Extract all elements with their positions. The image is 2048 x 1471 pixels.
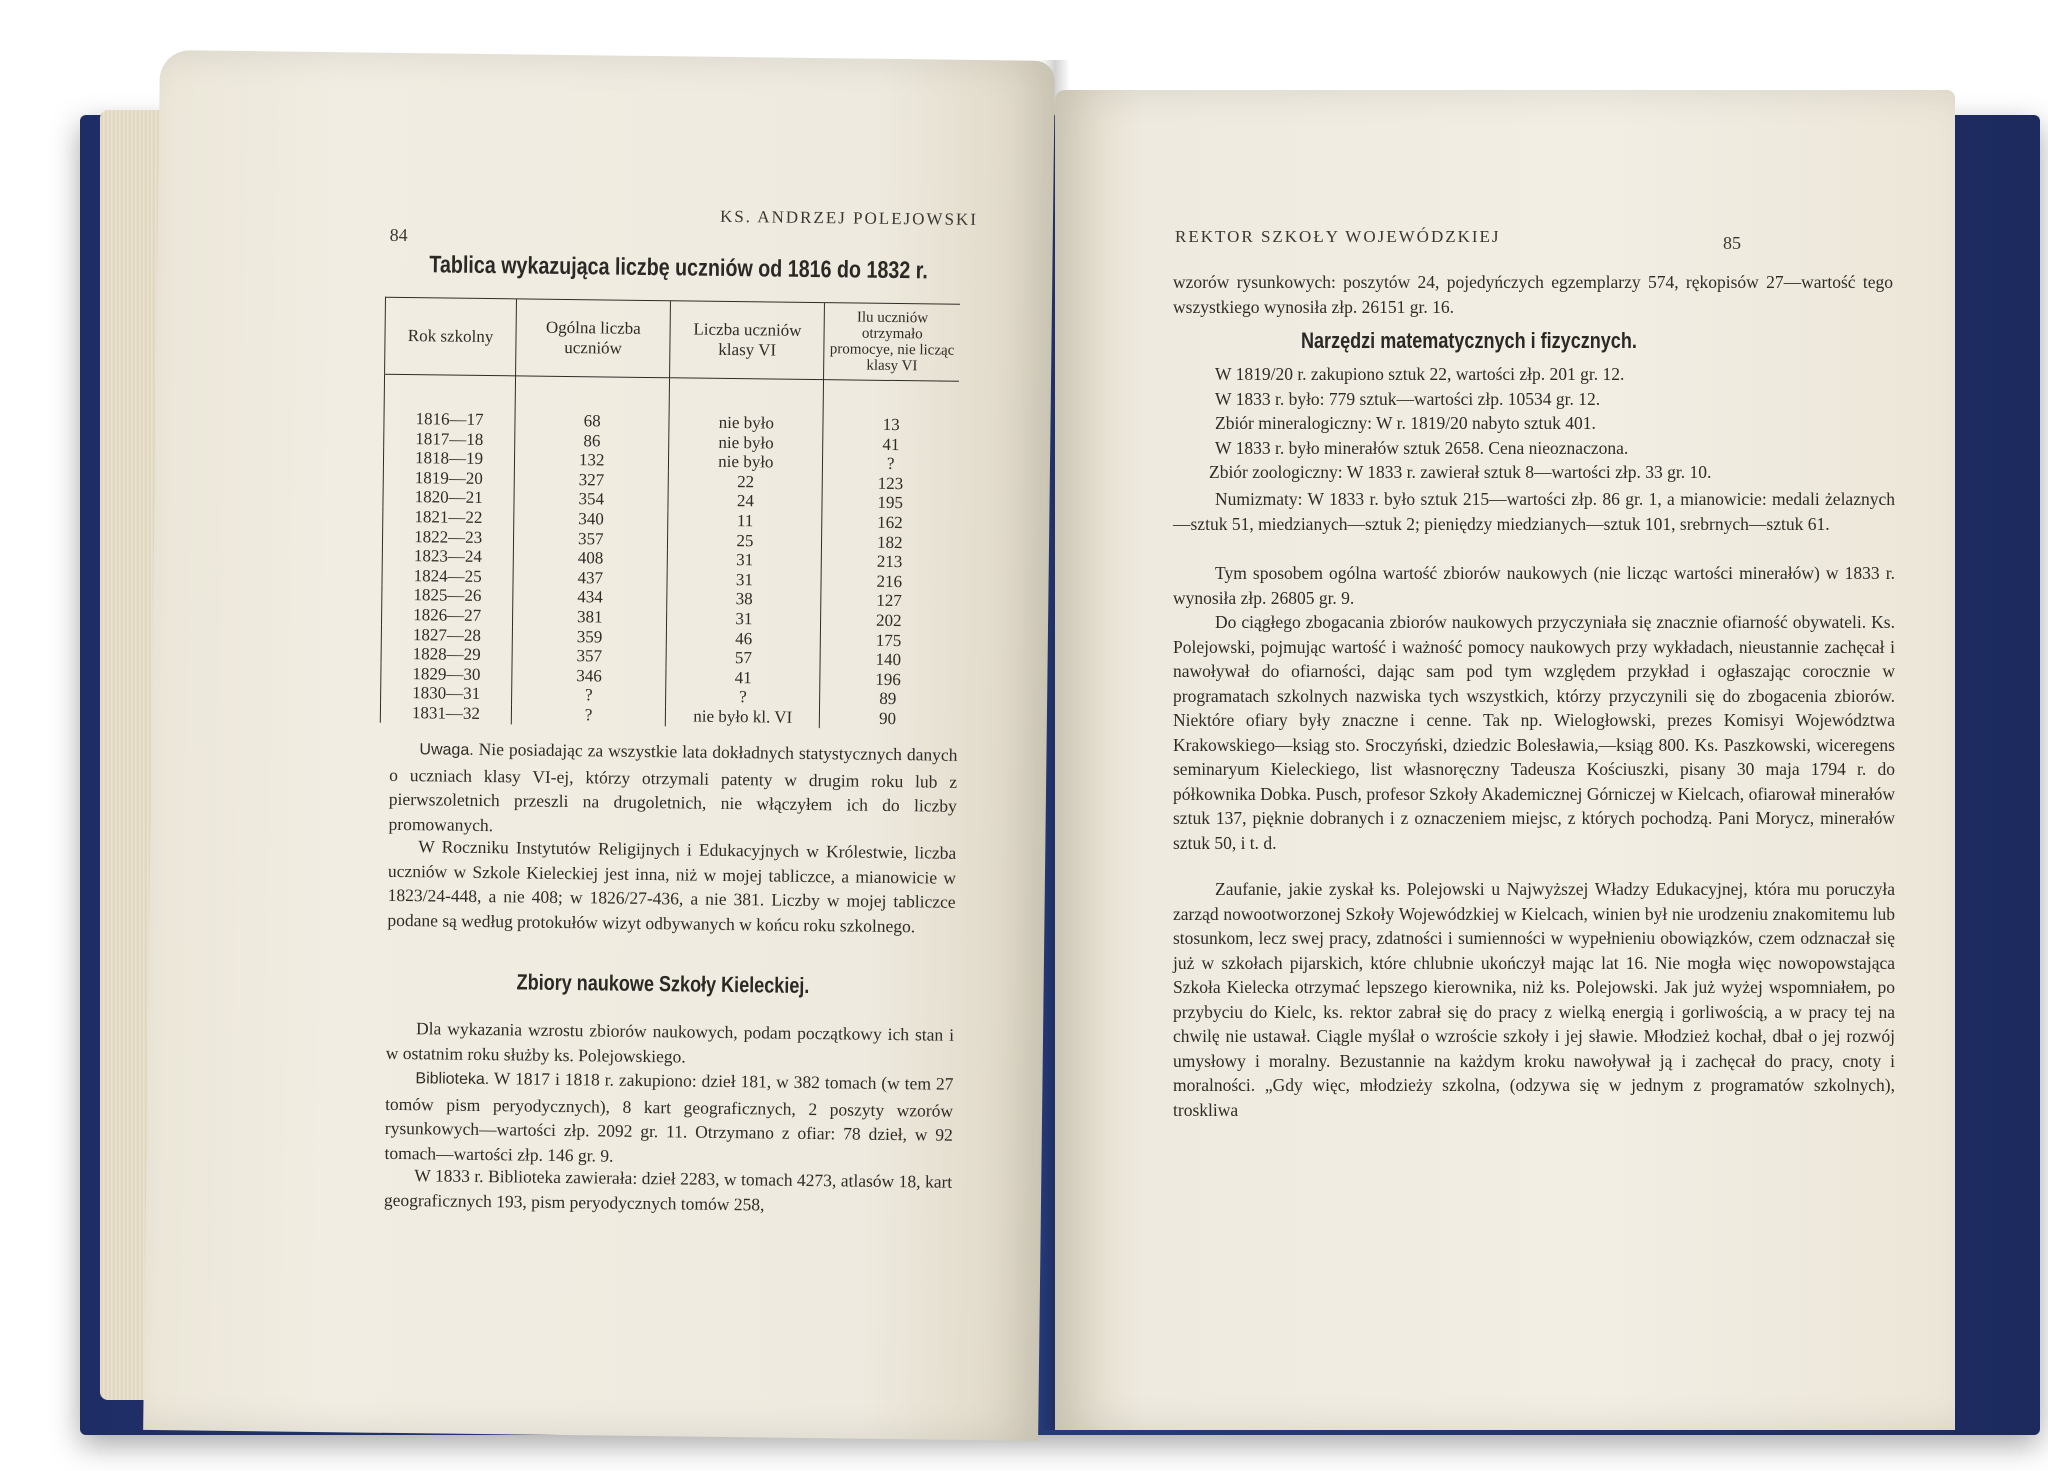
header-promocye: Ilu uczniów otrzymało promocye, nie licząc klasy VI xyxy=(824,303,960,382)
table-cell: 132 xyxy=(515,450,669,471)
table-cell: 1826—27 xyxy=(382,605,513,626)
paragraph-w-1833: W 1833 r. Biblioteka zawierała: dzieł 2283, w tomach 4273, atlasów 18, kart geograficznych 193, pism peryodycznych tomów 258, xyxy=(383,1165,953,1214)
table-cell: nie było xyxy=(669,451,823,472)
table-cell: 1831—32 xyxy=(380,703,511,724)
paragraph-biblioteka xyxy=(384,1065,953,1172)
table-cell: 1825—26 xyxy=(382,585,513,606)
table-cell: 140 xyxy=(875,649,902,670)
header-liczba-klasy-vi: Liczba uczniów klasy VI xyxy=(670,301,825,380)
table-cell: 123 xyxy=(877,473,904,493)
table-cell: 434 xyxy=(513,587,667,608)
table-cell: 202 xyxy=(875,610,902,631)
table-cell: 357 xyxy=(514,528,668,549)
table-cell: 1820—21 xyxy=(383,487,514,508)
table-cell: 175 xyxy=(875,630,902,650)
table-cell: 162 xyxy=(877,512,903,533)
table-cell: 89 xyxy=(879,689,897,709)
table-cell: 1817—18 xyxy=(384,428,515,449)
table-cell: 408 xyxy=(513,548,667,569)
table-cell: 1822—23 xyxy=(382,526,513,547)
collection-line: W 1819/20 r. zakupiono sztuk 22, wartości złp. 201 gr. 12. xyxy=(1215,364,1625,384)
table-cell: 68 xyxy=(515,376,670,432)
student-stats-table xyxy=(380,297,960,729)
paragraph-dla-wykazania: Dla wykazania wzrostu zbiorów naukowych, podam początkowy ich stan i w ostatnim roku służby ks. Polejowskiego. xyxy=(385,1018,955,1066)
table-cell: 24 xyxy=(668,491,822,512)
table-cell: 213 xyxy=(876,551,903,572)
table-cell: nie było xyxy=(669,432,823,453)
right-page xyxy=(1055,90,1955,1430)
section-heading-zbiory: Zbiory naukowe Szkoły Kieleckiej. xyxy=(516,969,810,999)
table-body xyxy=(380,374,959,729)
table-cell: 1830—31 xyxy=(381,683,512,704)
table-cell: 346 xyxy=(512,665,666,686)
collection-line: W 1833 r. było: 779 sztuk—wartości złp. 10534 gr. 12. xyxy=(1215,388,1601,409)
table-cell: 41 xyxy=(666,667,820,688)
table-cell: 359 xyxy=(512,626,666,647)
table-cell: 1819—20 xyxy=(383,468,514,489)
table-cell: nie było xyxy=(669,378,824,434)
table-cell: 90 xyxy=(878,708,897,728)
table-cell: 127 xyxy=(876,591,902,611)
table-cell: 327 xyxy=(514,469,668,490)
paragraph-tym-sposobem: Tym sposobem ogólna wartość zbiorów naukowych (nie licząc wartości minerałów) w 1833 r. wynosiła złp. 26805 gr. 9. xyxy=(1173,563,1895,608)
table-title: Tablica wykazująca liczbę uczniów od 1816 do 1832 r. xyxy=(429,251,928,285)
table-cell: 57 xyxy=(666,647,820,668)
table-cell: 22 xyxy=(668,471,822,492)
section-heading-narzedzi: Narzędzi matematycznych i fizycznych. xyxy=(1301,328,1637,353)
header-ogolna-liczba: Ogólna liczba uczniów xyxy=(516,299,671,378)
left-page xyxy=(143,50,1055,1441)
note-paragraph xyxy=(388,736,957,843)
table-cell: 1824—25 xyxy=(382,566,513,587)
paragraph-zaufanie: Zaufanie, jakie zyskał ks. Polejowski u Najwyższej Władzy Edukacyjnej, która mu poruczyła zarząd nowootworzonej Szkoły Wojewódzkiej w Kielcach, winien był nie urodzeniu znakomitemu lub stosunkom, lecz swej pracy, zdatności i sumienności w wypełnieniu obowiązków, czem odznaczał się już w szkołach pijarskich, które chlubnie ukończył mając lat 16. Nie mogła więc nowopowstająca Szkoła Kielecka otrzymać lepszego kierownika, niż ks. Polejowski. Jak już wyżej wspomniałem, po przybyciu do Kielc, ks. rektor zabrał się do pracy z wielką energią i gorliwością, a w pracy tej na chwilę nie ustawał. Ciągle myślał o wzroście szkoły i jej sławie. Młodzież kochał, dbał o jej rozwój umysłowy i moralny. Bezustannie na każdym kroku nawoływał ją i zachęcał do pracy, cnoty i moralności. „Gdy więc, młodzieży szkolna, (odzywa się w jednym z programatów szkolnych), troskliwa xyxy=(1173,879,1895,1120)
table-cell: 86 xyxy=(515,430,669,451)
paragraph-numizmaty: Numizmaty: W 1833 r. było sztuk 215—wartości złp. 86 gr. 1, a mianowicie: medali żelaznych—sztuk 51, miedzianych—sztuk 2; pieniędzy miedzianych—sztuk 101, srebrnych—sztuk 61. xyxy=(1173,489,1895,534)
note-text: Nie posiadając za wszystkie lata dokładnych statystycznych danych o uczniach klasy VI-ej, którzy otrzymali patenty w drugim roku lub z pierwszoletnich przeszli na drugoletnich, nie włączyłem ich do liczby promowanych. xyxy=(388,738,958,835)
table-cell: 437 xyxy=(513,567,667,588)
paragraph-roczniku: W Roczniku Instytutów Religijnych i Edukacyjnych w Królestwie, liczba uczniów w Szkole Kieleckiej jest inna, niż w mojej tabliczce, a mianowicie w 1823/24-448, a nie 408; w 1826/27-436, a nie 381. Liczby w mojej tabliczce podane są według protokułów wizyt odbywanych w końcu roku szkolnego. xyxy=(387,836,957,936)
collection-line: Zbiór mineralogiczny: W r. 1819/20 nabyto sztuk 401. xyxy=(1215,413,1596,433)
page-number-right: 85 xyxy=(1723,233,1741,253)
table-cell: 13 xyxy=(882,414,900,435)
table-cell: 354 xyxy=(514,489,668,510)
table-cell: 195 xyxy=(877,493,904,513)
table-cell: 1828—29 xyxy=(381,644,512,665)
collection-lines xyxy=(1209,362,1905,485)
table-cell: 25 xyxy=(668,530,822,551)
biblioteka-text: W 1817 i 1818 r. zakupiono: dzieł 181, w 382 tomach (w tem 27 tomów pism peryodycznych), 8 kart geograficznych, 2 poszyty wzorów rysunkowych—wartości złp. 2092 gr. 11. Otrzymano z ofiar: 78 dzieł, w 92 tomach—wartości złp. 146 gr. 9. xyxy=(384,1068,954,1166)
running-head-left: KS. ANDRZEJ POLEJOWSKI xyxy=(719,206,979,230)
table-cell: ? xyxy=(666,687,820,708)
table-cell: 340 xyxy=(514,508,668,529)
table-cell: ? xyxy=(886,454,895,474)
table-cell: 41 xyxy=(882,434,900,454)
table-cell: 357 xyxy=(512,645,666,666)
table-cell: 31 xyxy=(667,549,821,570)
collection-line: Zbiór zoologiczny: W 1833 r. zawierał sztuk 8—wartości złp. 33 gr. 10. xyxy=(1209,462,1712,482)
table-cell: 1829—30 xyxy=(381,663,512,684)
table-row xyxy=(384,374,959,435)
paragraph-wzorow: wzorów rysunkowych: poszytów 24, pojedyńczych egzemplarzy 574, rękopisów 27—wartość tego wszystkiego wynosiła złp. 26151 gr. 16. xyxy=(1173,272,1893,317)
running-head-right: REKTOR SZKOŁY WOJEWÓDZKIEJ xyxy=(1175,227,1501,246)
header-rok-szkolny: Rok szkolny xyxy=(385,297,517,376)
table-cell: 31 xyxy=(667,608,821,629)
note-label: Uwaga. xyxy=(419,741,474,759)
table-cell: 31 xyxy=(667,569,821,590)
biblioteka-label: Biblioteka. xyxy=(415,1070,490,1089)
table-cell: 46 xyxy=(667,628,821,649)
table-cell: 1823—24 xyxy=(382,546,513,567)
table-cell: 1818—19 xyxy=(383,448,514,469)
table-cell: 381 xyxy=(513,606,667,627)
table-cell: 196 xyxy=(875,669,901,689)
table-cell: 11 xyxy=(668,510,822,531)
table-cell: ? xyxy=(512,685,666,706)
table-cell: ? xyxy=(511,704,665,725)
table-cell: 38 xyxy=(667,589,821,610)
table-cell: 216 xyxy=(876,571,903,591)
page-number-left: 84 xyxy=(389,224,408,246)
paragraph-ofiarnosc: Do ciągłego zbogacania zbiorów naukowych przyczyniała się znacznie ofiarność obywateli. Ks. Polejowski, pojmując wartość i ważność pomocy naukowych przy wykładach, nieustannie zachęcał i nawoływał do ofiarności, dając sam pod tym względem przykład i ogłaszając corocznie w programatach szkolnych nazwiska tych wszystkich, którzy przyczynili się do zbogacenia zbiorów. Niektóre ofiary były znaczne i cenne. Tak np. Wielogłowski, prezes Komisyi Województwa Krakowskiego—ksiąg sto. Sroczyński, dziedzic Bolesławia,—ksiąg 800. Ks. Paszkowski, wiceregens seminaryum Kieleckiego, list własnoręczny Tadeusza Kościuszki, pisany 30 maja 1794 r. do półkownika Dobka. Pusch, profesor Szkoły Akademicznej Górniczej w Kielcach, ofiarował minerałów sztuk 137, pięknie dobranych i z oznaczeniem miejsc, z których pochodzą. Pani Morycz, minerałów sztuk 50, i t. d. xyxy=(1173,612,1895,853)
collection-line: W 1833 r. było minerałów sztuk 2658. Cena nieoznaczona. xyxy=(1215,437,1629,458)
table-cell: 1816—17 xyxy=(384,374,516,430)
table-cell: 182 xyxy=(876,532,903,552)
table-cell: 1827—28 xyxy=(381,624,512,645)
table-cell: 1821—22 xyxy=(383,507,514,528)
table-cell: nie było kl. VI xyxy=(666,706,820,727)
